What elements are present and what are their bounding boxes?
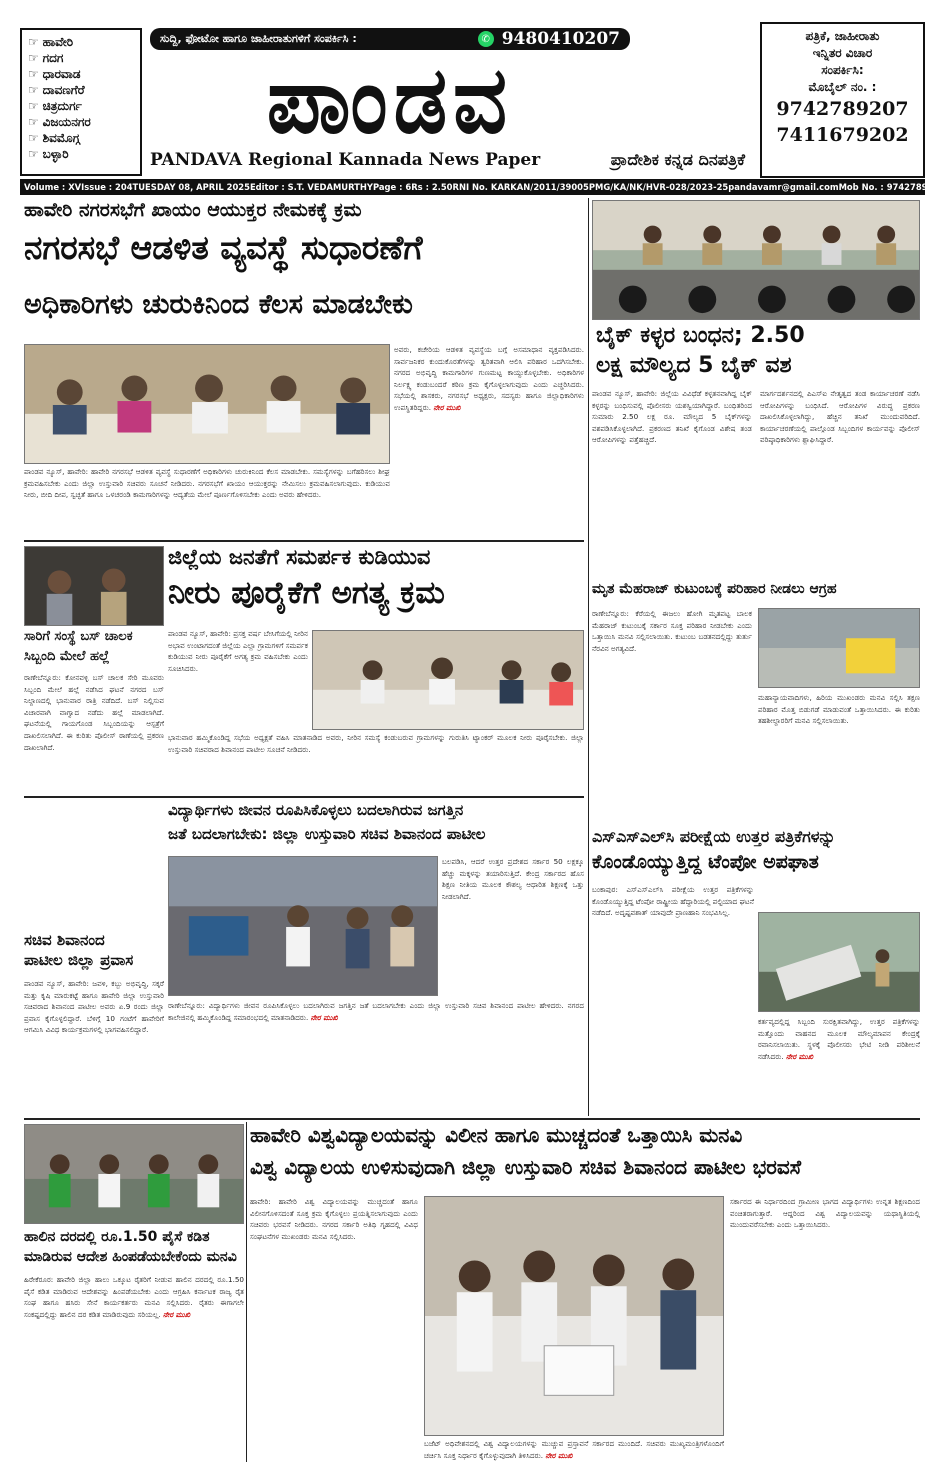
students-signature: ನೇರ ಮುಖಿ <box>310 1012 338 1022</box>
sslc-body-bottom <box>758 1016 920 1116</box>
mehraj-body-right <box>758 692 920 820</box>
ad-line: ಇನ್ನಿತರ ವಿಚಾರ <box>812 46 873 60</box>
bike-body-right-text: ಮಾರ್ಗದರ್ಶನದಲ್ಲಿ ಪಿಎಸ್ಐ ನೇತೃತ್ವದ ತಂಡ ಕಾರ್ಯಾಚರಣೆ ನಡೆಸಿ ಆರೋಪಿಗಳನ್ನು ಬಂಧಿಸಿದೆ. ಆರೋಪಿಗಳ ವಿರುದ್ಧ ಪ್ರಕರಣ ದಾಖಲಿಸಿಕೊಳ್ಳಲಾಗಿದ್ದು, ಹೆಚ್ಚಿನ ತನಿಖೆ ಮುಂದುವರಿದಿದೆ. ಕಾರ್ಯಾಚರಣೆಯಲ್ಲಿ ಪಾಲ್ಗೊಂಡ ಸಿಬ್ಬಂದಿಗಳ ಕಾರ್ಯವನ್ನು ಪೊಲೀಸ್ ವರಿಷ್ಠಾಧಿಕಾರಿಗಳು ಶ್ಲಾಘಿಸಿದ್ದಾರೆ. <box>760 389 920 445</box>
district-item: ☞ ವಿಜಯನಗರ <box>28 114 134 130</box>
mobile-number: Mob No. : 9742789207 <box>838 182 945 192</box>
bus-body-text: ರಾಣೇಬೆನ್ನೂರು: ಕೋನವಳ್ಳಿ ಬಸ್ ಚಾಲಕ ಸೇರಿ ಮೂವರು ಸಿಬ್ಬಂದಿ ಮೇಲೆ ಹಲ್ಲೆ ನಡೆಸಿದ ಘಟನೆ ನಗರದ ಬಸ್ ನಿಲ್ದಾಣದಲ್ಲಿ ಭಾನುವಾರ ರಾತ್ರಿ ನಡೆದಿದೆ. ಬಸ್ ನಿಲ್ಲಿಸುವ ವಿಚಾರವಾಗಿ ವಾಗ್ವಾದ ನಡೆದು ಹಲ್ಲೆ ಮಾಡಲಾಗಿದೆ. ಘಟನೆಯಲ್ಲಿ ಗಾಯಗೊಂಡ ಸಿಬ್ಬಂದಿಯನ್ನು ಆಸ್ಪತ್ರೆಗೆ ದಾಖಲಿಸಲಾಗಿದೆ. ಈ ಕುರಿತು ಪೊಲೀಸ್ ಠಾಣೆಯಲ್ಲಿ ಪ್ರಕರಣ ದಾಖಲಾಗಿದೆ. <box>24 673 164 752</box>
milk-body-text: ಹಿರೇಕೆರೂರ: ಹಾವೇರಿ ಜಿಲ್ಲಾ ಹಾಲು ಒಕ್ಕೂಟ ರೈತರಿಗೆ ನೀಡುವ ಹಾಲಿನ ದರದಲ್ಲಿ ರೂ.1.50 ಪೈಸೆ ಕಡಿತ ಮಾಡಿರುವ ಆದೇಶವನ್ನು ಹಿಂಪಡೆಯಬೇಕು ಎಂದು ಆಗ್ರಹಿಸಿ ಕರ್ನಾಟಕ ರಾಜ್ಯ ರೈತ ಸಂಘ ಹಾಗೂ ಹಸಿರು ಸೇನೆ ಕಾರ್ಯಕರ್ತರು ಮನವಿ ಸಲ್ಲಿಸಿದರು. ರೈತರು ಈಗಾಗಲೇ ಸಂಕಷ್ಟದಲ್ಲಿದ್ದು ಹಾಲಿನ ದರ ಕಡಿತ ಮಾಡಿರುವುದು ಸರಿಯಲ್ಲ. <box>24 1275 244 1319</box>
sslc-body-top-text: ಬಂಕಾಪುರ: ಎಸ್‌ಎಸ್‌ಎಲ್‌ಸಿ ಪರೀಕ್ಷೆಯ ಉತ್ತರ ಪತ್ರಿಕೆಗಳನ್ನು ಕೊಂಡೊಯ್ಯುತ್ತಿದ್ದ ಟೆಂಪೋ ರಾಷ್ಟ್ರೀಯ ಹೆದ್ದಾರಿಯಲ್ಲಿ ಪಲ್ಟಿಯಾದ ಘಟನೆ ನಡೆದಿದೆ. ಅದೃಷ್ಟವಶಾತ್ ಯಾವುದೇ ಪ್ರಾಣಹಾನಿ ಸಂಭವಿಸಿಲ್ಲ. <box>592 885 754 918</box>
mehraj-body-left-text: ರಾಣೇಬೆನ್ನೂರು: ಕೆರೆಯಲ್ಲಿ ಈಜಲು ಹೋಗಿ ಮೃತಪಟ್ಟ ಬಾಲಕ ಮೆಹರಾಜ್ ಕುಟುಂಬಕ್ಕೆ ಸರ್ಕಾರ ಸೂಕ್ತ ಪರಿಹಾರ ನೀಡಬೇಕು ಎಂದು ಒತ್ತಾಯಿಸಿ ಮನವಿ ಸಲ್ಲಿಸಲಾಯಿತು. ಕುಟುಂಬ ಬಡತನದಲ್ಲಿದ್ದು ತುರ್ತು ನೆರವಿನ ಅಗತ್ಯವಿದೆ. <box>592 609 752 653</box>
sslc-signature: ನೇರ ಮುಖಿ <box>786 1051 814 1061</box>
info-bar <box>20 179 945 195</box>
rni-number: RNI No. KARKAN/2011/39005 <box>452 182 589 192</box>
mehraj-body-left <box>592 608 752 820</box>
mehraj-body-right-text: ಮಹಾನ್ಯಾಯವಾದಿಗಳು, ಹಿರಿಯ ಮುಖಂಡರು ಮನವಿ ಸಲ್ಲಿಸಿ ತಕ್ಷಣ ಪರಿಹಾರ ಮೊತ್ತ ಬಿಡುಗಡೆ ಮಾಡುವಂತೆ ಒತ್ತಾಯಿಸಿದರು. ಈ ಕುರಿತು ತಹಶೀಲ್ದಾರರಿಗೆ ಮನವಿ ಸಲ್ಲಿಸಲಾಯಿತು. <box>758 693 920 726</box>
newspaper-logo: ಪಾಂಡವ <box>266 46 514 154</box>
milk-headline-2: ಮಾಡಿರುವ ಆದೇಶ ಹಿಂಪಡೆಯಬೇಕೆಂದು ಮನವಿ <box>24 1249 237 1265</box>
milk-headline-1: ಹಾಲಿನ ದರದಲ್ಲಿ ರೂ.1.50 ಪೈಸೆ ಕಡಿತ <box>24 1229 210 1245</box>
university-body-bottom-text: ಬಜೆಟ್ ಅಧಿವೇಶನದಲ್ಲಿ ವಿಶ್ವ ವಿದ್ಯಾಲಯಗಳನ್ನು ಮುಚ್ಚುವ ಪ್ರಸ್ತಾವನೆ ಸರ್ಕಾರದ ಮುಂದಿದೆ. ಸಚಿವರು ಮುಖ್ಯಮಂತ್ರಿಗಳೊಂದಿಗೆ ಚರ್ಚಿಸಿ ಸೂಕ್ತ ನಿರ್ಧಾರ ಕೈಗೊಳ್ಳುವುದಾಗಿ ತಿಳಿಸಿದರು. <box>424 1439 724 1460</box>
lead-body-right <box>394 344 584 538</box>
bus-photo <box>24 546 164 626</box>
lead-headline-2: ಅಧಿಕಾರಿಗಳು ಚುರುಕಿನಿಂದ ಕೆಲಸ ಮಾಡಬೇಕು <box>24 289 413 320</box>
lead-signature: ನೇರ ಮುಖಿ <box>433 402 461 412</box>
university-signature: ನೇರ ಮುಖಿ <box>545 1450 573 1460</box>
students-body-bottom <box>168 1000 584 1114</box>
students-photo <box>168 856 438 996</box>
contact-label: ಸುದ್ದಿ, ಫೋಟೋ ಹಾಗೂ ಜಾಹೀರಾತುಗಳಿಗೆ ಸಂಪರ್ಕಿಸಿ : <box>160 32 357 45</box>
ad-line: ಸಂಪರ್ಕಿಸಿ: <box>821 63 864 77</box>
sslc-headline-1: ಎಸ್‌ಎಸ್‌ಎಲ್‌ಸಿ ಪರೀಕ್ಷೆಯ ಉತ್ತರ ಪತ್ರಿಕೆಗಳನ್ನು <box>592 827 836 846</box>
lead-headline-1: ನಗರಸಭೆ ಆಡಳಿತ ವ್ಯವಸ್ಥೆ ಸುಧಾರಣೆಗೆ <box>24 228 423 267</box>
lead-body-left <box>24 466 390 538</box>
district-item: ☞ ಶಿವಮೊಗ್ಗ <box>28 130 134 146</box>
lead-body-right-text: ಅವರು, ಕಚೇರಿಯ ಆಡಳಿತ ವ್ಯವಸ್ಥೆಯ ಬಗ್ಗೆ ಅಸಮಾಧಾನ ವ್ಯಕ್ತಪಡಿಸಿದರು. ಸಾರ್ವಜನಿಕರ ಕುಂದುಕೊರತೆಗಳನ್ನು ತ್ವರಿತವಾಗಿ ಆಲಿಸಿ ಪರಿಹಾರ ಒದಗಿಸಬೇಕು. ನಗರದ ಅಭಿವೃದ್ಧಿ ಕಾಮಗಾರಿಗಳ ಗುಣಮಟ್ಟ ಕಾಯ್ದುಕೊಳ್ಳಬೇಕು. ಅಧಿಕಾರಿಗಳ ನಿರ್ಲಕ್ಷ್ಯ ಕಂಡುಬಂದರೆ ಕಠಿಣ ಕ್ರಮ ಕೈಗೊಳ್ಳಲಾಗುವುದು ಎಂದು ಎಚ್ಚರಿಸಿದರು. ಸಭೆಯಲ್ಲಿ ಶಾಸಕರು, ನಗರಸಭೆ ಅಧ್ಯಕ್ಷರು, ಸದಸ್ಯರು ಹಾಗೂ ಜಿಲ್ಲಾಧಿಕಾರಿಗಳು ಉಪಸ್ಥಿತರಿದ್ದರು. <box>394 345 584 412</box>
water-body-bottom-text: ಭಾನುವಾರ ಹಮ್ಮಿಕೊಂಡಿದ್ದ ಸಭೆಯ ಅಧ್ಯಕ್ಷತೆ ವಹಿಸಿ ಮಾತನಾಡಿದ ಅವರು, ನೀರಿನ ಸಮಸ್ಯೆ ಕಂಡುಬರುವ ಗ್ರಾಮಗಳನ್ನು ಗುರುತಿಸಿ ಟ್ಯಾಂಕರ್ ಮೂಲಕ ನೀರು ಪೂರೈಸಬೇಕು. ಜಿಲ್ಲಾ ಉಸ್ತುವಾರಿ ಸಚಿವರಾದ ಶಿವಾನಂದ ಪಾಟೀಲ ಸೂಚನೆ ನೀಡಿದರು. <box>168 733 584 754</box>
water-photo <box>312 630 584 730</box>
bike-headline-2: ಲಕ್ಷ ಮೌಲ್ಯದ 5 ಬೈಕ್ ವಶ <box>596 353 792 378</box>
district-item: ☞ ಚಿತ್ರದುರ್ಗ <box>28 98 134 114</box>
students-body-right-text: ಬಲಪಡಿಸಿ, ಆದರೆ ಉತ್ತರ ಪ್ರದೇಶದ ಸರ್ಕಾರ 50 ಲಕ್ಷಕ್ಕೂ ಹೆಚ್ಚು ಮಕ್ಕಳನ್ನು ತಯಾರಿಸುತ್ತಿದೆ. ಕೇಂದ್ರ ಸರ್ಕಾರದ ಹೊಸ ಶಿಕ್ಷಣ ನೀತಿಯ ಮೂಲಕ ಕೌಶಲ್ಯ ಆಧಾರಿತ ಶಿಕ್ಷಣಕ್ಕೆ ಒತ್ತು ನೀಡಲಾಗಿದೆ. <box>442 857 584 901</box>
bus-headline-2: ಸಿಬ್ಬಂದಿ ಮೇಲೆ ಹಲ್ಲೆ <box>24 649 110 664</box>
district-item: ☞ ದಾವಣಗೆರೆ <box>28 82 134 98</box>
university-body-left-text: ಹಾವೇರಿ: ಹಾವೇರಿ ವಿಶ್ವ ವಿದ್ಯಾಲಯವನ್ನು ಮುಚ್ಚದಂತೆ ಹಾಗೂ ವಿಲೀನಗೊಳಿಸದಂತೆ ಸೂಕ್ತ ಕ್ರಮ ಕೈಗೊಳ್ಳಲು ಪ್ರಯತ್ನಿಸಲಾಗುವುದು ಎಂದು ಸಚಿವರು ಭರವಸೆ ನೀಡಿದರು. ನಗರದ ಸರ್ಕಾರಿ ಅತಿಥಿ ಗೃಹದಲ್ಲಿ ವಿವಿಧ ಸಂಘಟನೆಗಳ ಮುಖಂಡರು ಮನವಿ ಸಲ್ಲಿಸಿದರು. <box>250 1197 418 1241</box>
students-headline-2: ಜತೆ ಬದಲಾಗಬೇಕು: ಜಿಲ್ಲಾ ಉಸ್ತುವಾರಿ ಸಚಿವ ಶಿವಾನಂದ ಪಾಟೀಲ <box>168 825 486 843</box>
bike-body-left <box>592 388 752 576</box>
lead-photo <box>24 344 390 464</box>
district-list <box>20 28 142 176</box>
column-divider <box>588 198 589 1116</box>
students-body-right <box>442 856 584 996</box>
milk-photo <box>24 1124 244 1224</box>
bike-body-left-text: ಪಾಂಡವ ನ್ಯೂಸ್, ಹಾವೇರಿ: ಜಿಲ್ಲೆಯ ವಿವಿಧೆಡೆ ಕಳ್ಳತನವಾಗಿದ್ದ ಬೈಕ್ ಕಳ್ಳರನ್ನು ಬಂಧಿಸುವಲ್ಲಿ ಪೊಲೀಸರು ಯಶಸ್ವಿಯಾಗಿದ್ದಾರೆ. ಬಂಧಿತರಿಂದ ಸುಮಾರು 2.50 ಲಕ್ಷ ರೂ. ಮೌಲ್ಯದ 5 ಬೈಕ್‌ಗಳನ್ನು ವಶಪಡಿಸಿಕೊಳ್ಳಲಾಗಿದೆ. ಪ್ರಕರಣದ ತನಿಖೆ ಕೈಗೊಂಡ ವಿಶೇಷ ತಂಡ ಆರೋಪಿಗಳನ್ನು ಪತ್ತೆಹಚ್ಚಿದೆ. <box>592 389 752 445</box>
students-body-bottom-text: ರಾಣೇಬೆನ್ನೂರು: ವಿದ್ಯಾರ್ಥಿಗಳು ಜೀವನ ರೂಪಿಸಿಕೊಳ್ಳಲು ಬದಲಾಗಿರುವ ಜಗತ್ತಿನ ಜತೆ ಬದಲಾಗಬೇಕು ಎಂದು ಜಿಲ್ಲಾ ಉಸ್ತುವಾರಿ ಸಚಿವ ಶಿವಾನಂದ ಪಾಟೀಲ ಹೇಳಿದರು. ನಗರದ ಕಾಲೇಜಿನಲ್ಲಿ ಹಮ್ಮಿಕೊಂಡಿದ್ದ ಸಮಾರಂಭದಲ್ಲಿ ಮಾತನಾಡಿದರು. <box>168 1001 584 1022</box>
university-body-bottom <box>424 1438 724 1462</box>
kannada-tagline: ಪ್ರಾದೇಶಿಕ ಕನ್ನಡ ದಿನಪತ್ರಿಕೆ <box>610 150 745 169</box>
sslc-headline-2: ಕೊಂಡೊಯ್ಯುತ್ತಿದ್ದ ಟೆಂಪೋ ಅಪಘಾತ <box>592 851 819 873</box>
university-headline-1: ಹಾವೇರಿ ವಿಶ್ವವಿದ್ಯಾಲಯವನ್ನು ವಿಲೀನ ಹಾಗೂ ಮುಚ್ಚದಂತೆ ಒತ್ತಾಯಿಸಿ ಮನವಿ <box>250 1123 743 1147</box>
minister-tour-body <box>24 978 164 1114</box>
whatsapp-icon: ✆ <box>478 31 494 47</box>
editor: Editor : S.T. VEDAMURTHY <box>249 182 373 192</box>
university-body-right <box>730 1196 920 1450</box>
water-body-bottom <box>168 732 584 792</box>
mehraj-headline: ಮೃತ ಮೆಹರಾಜ್ ಕುಟುಂಬಕ್ಕೆ ಪರಿಹಾರ ನೀಡಲು ಆಗ್ರಹ <box>592 581 837 597</box>
bike-body-right <box>760 388 920 576</box>
sslc-body-top <box>592 884 754 1116</box>
ad-line: ಮೊಬೈಲ್ ನಂ. : <box>808 80 877 94</box>
price: Rs : 2.50 <box>411 182 453 192</box>
sslc-body-bottom-text: ಕರ್ತವ್ಯದಲ್ಲಿದ್ದ ಸಿಬ್ಬಂದಿ ಸುರಕ್ಷಿತವಾಗಿದ್ದು, ಉತ್ತರ ಪತ್ರಿಕೆಗಳನ್ನು ಮತ್ತೊಂದು ವಾಹನದ ಮೂಲಕ ಮೌಲ್ಯಮಾಪನ ಕೇಂದ್ರಕ್ಕೆ ರವಾನಿಸಲಾಯಿತು. ಸ್ಥಳಕ್ಕೆ ಪೊಲೀಸರು ಭೇಟಿ ನೀಡಿ ಪರಿಶೀಲನೆ ನಡೆಸಿದರು. <box>758 1017 920 1061</box>
page-number: Page : 6 <box>372 182 412 192</box>
masthead <box>20 22 925 178</box>
column-divider <box>246 1122 247 1462</box>
students-headline-1: ವಿದ್ಯಾರ್ಥಿಗಳು ಜೀವನ ರೂಪಿಸಿಕೊಳ್ಳಲು ಬದಲಾಗಿರುವ ಜಗತ್ತಿನ <box>168 801 464 819</box>
district-item: ☞ ಧಾರವಾಡ <box>28 66 134 82</box>
water-body-top <box>168 628 308 726</box>
water-body-top-text: ಪಾಂಡವ ನ್ಯೂಸ್, ಹಾವೇರಿ: ಪ್ರಸಕ್ತ ವರ್ಷ ಬೇಸಿಗೆಯಲ್ಲಿ ನೀರಿನ ಅಭಾವ ಉಂಟಾಗದಂತೆ ಜಿಲ್ಲೆಯ ಎಲ್ಲಾ ಗ್ರಾಮಗಳಿಗೆ ಸಮರ್ಪಕ ಕುಡಿಯುವ ನೀರು ಪೂರೈಕೆಗೆ ಅಗತ್ಯ ಕ್ರಮ ವಹಿಸಬೇಕು ಎಂದು ಸೂಚಿಸಿದರು. <box>168 629 308 673</box>
district-item: ☞ ಹಾವೇರಿ <box>28 34 134 50</box>
sslc-photo <box>758 912 920 1012</box>
ad-phone-1[interactable]: 9742789207 <box>776 98 909 120</box>
bus-headline-1: ಸಾರಿಗೆ ಸಂಸ್ಥೆ ಬಸ್ ಚಾಲಕ <box>24 629 133 644</box>
district-item: ☞ ಬಳ್ಳಾರಿ <box>28 146 134 162</box>
mehraj-photo <box>758 608 920 688</box>
whatsapp-number[interactable]: 9480410207 <box>501 29 620 49</box>
minister-tour-headline-2: ಪಾಟೀಲ ಜಿಲ್ಲಾ ಪ್ರವಾಸ <box>24 951 134 969</box>
bus-body <box>24 672 164 792</box>
milk-body <box>24 1274 244 1462</box>
divider <box>24 1118 920 1120</box>
lead-kicker: ಹಾವೇರಿ ನಗರಸಭೆಗೆ ಖಾಯಂ ಆಯುಕ್ತರ ನೇಮಕಕ್ಕೆ ಕ್ರಮ <box>24 199 362 221</box>
water-headline: ನೀರು ಪೂರೈಕೆಗೆ ಅಗತ್ಯ ಕ್ರಮ <box>168 575 445 611</box>
university-photo <box>424 1196 724 1436</box>
english-name: PANDAVA Regional Kannada News Paper <box>150 150 541 170</box>
district-item: ☞ ಗದಗ <box>28 50 134 66</box>
minister-tour-headline-1: ಸಚಿವ ಶಿವಾನಂದ <box>24 931 105 949</box>
lead-body-left-text: ಪಾಂಡವ ನ್ಯೂಸ್, ಹಾವೇರಿ: ಹಾವೇರಿ ನಗರಸಭೆ ಆಡಳಿತ ವ್ಯವಸ್ಥೆ ಸುಧಾರಣೆಗೆ ಅಧಿಕಾರಿಗಳು ಚುರುಕಿನಿಂದ ಕೆಲಸ ಮಾಡಬೇಕು. ಸಮಸ್ಯೆಗಳನ್ನು ಬಗೆಹರಿಸಲು ಶೀಘ್ರ ಕ್ರಮವಹಿಸಬೇಕು ಎಂದು ಜಿಲ್ಲಾ ಉಸ್ತುವಾರಿ ಸಚಿವರು ಸೂಚನೆ ನೀಡಿದರು. ನಗರಸಭೆಗೆ ಖಾಯಂ ಆಯುಕ್ತರನ್ನು ನೇಮಿಸಲು ಕ್ರಮವಹಿಸಲಾಗುವುದು. ಕುಡಿಯುವ ನೀರು, ಬೀದಿ ದೀಪ, ಸ್ವಚ್ಛತೆ ಹಾಗೂ ಒಳಚರಂಡಿ ಕಾಮಗಾರಿಗಳನ್ನು ಆದ್ಯತೆಯ ಮೇಲೆ ಪೂರ್ಣಗೊಳಿಸಬೇಕು ಎಂದು ಅವರು ಹೇಳಿದರು. <box>24 467 390 500</box>
university-headline-2: ವಿಶ್ವ ವಿದ್ಯಾಲಯ ಉಳಿಸುವುದಾಗಿ ಜಿಲ್ಲಾ ಉಸ್ತುವಾರಿ ಸಚಿವ ಶಿವಾನಂದ ಪಾಟೀಲ ಭರವಸೆ <box>250 1155 802 1179</box>
university-body-left <box>250 1196 418 1450</box>
divider <box>24 540 584 542</box>
date: TUESDAY 08, APRIL 2025 <box>132 182 250 192</box>
volume: Volume : XV <box>24 182 82 192</box>
ad-phone-2[interactable]: 7411679202 <box>776 124 909 146</box>
divider <box>24 796 584 798</box>
university-body-right-text: ಸರ್ಕಾರದ ಈ ನಿರ್ಧಾರದಿಂದ ಗ್ರಾಮೀಣ ಭಾಗದ ವಿದ್ಯಾರ್ಥಿಗಳು ಉನ್ನತ ಶಿಕ್ಷಣದಿಂದ ವಂಚಿತರಾಗುತ್ತಾರೆ. ಆದ್ದರಿಂದ ವಿಶ್ವ ವಿದ್ಯಾಲಯವನ್ನು ಯಥಾಸ್ಥಿತಿಯಲ್ಲಿ ಮುಂದುವರೆಸಬೇಕು ಎಂದು ಒತ್ತಾಯಿಸಿದರು. <box>730 1197 920 1230</box>
pmg-number: PMG/KA/NK/HVR-028/2023-25 <box>588 182 729 192</box>
advertisement-contact-box <box>760 22 925 178</box>
bike-photo <box>592 200 920 320</box>
issue: Issue : 204 <box>81 182 133 192</box>
ad-line: ಪತ್ರಿಕೆ, ಜಾಹೀರಾತು <box>805 29 880 43</box>
minister-tour-body-text: ಪಾಂಡವ ನ್ಯೂಸ್, ಹಾವೇರಿ: ಜವಳಿ, ಕಬ್ಬು ಅಭಿವೃದ್ಧಿ, ಸಕ್ಕರೆ ಮತ್ತು ಕೃಷಿ ಮಾರುಕಟ್ಟೆ ಹಾಗೂ ಹಾವೇರಿ ಜಿಲ್ಲಾ ಉಸ್ತುವಾರಿ ಸಚಿವರಾದ ಶಿವಾನಂದ ಪಾಟೀಲ ಅವರು ಏ.9 ರಂದು ಜಿಲ್ಲಾ ಪ್ರವಾಸ ಕೈಗೊಳ್ಳಲಿದ್ದಾರೆ. ಬೆಳಿಗ್ಗೆ 10 ಗಂಟೆಗೆ ಹಾವೇರಿಗೆ ಆಗಮಿಸಿ ವಿವಿಧ ಕಾರ್ಯಕ್ರಮಗಳಲ್ಲಿ ಭಾಗವಹಿಸಲಿದ್ದಾರೆ. <box>24 979 164 1035</box>
bike-headline-1: ಬೈಕ್ ಕಳ್ಳರ ಬಂಧನ; 2.50 <box>596 323 805 348</box>
milk-signature: ನೇರ ಮುಖಿ <box>163 1309 191 1319</box>
email[interactable]: pandavamr@gmail.com <box>728 182 839 192</box>
water-kicker: ಜಿಲ್ಲೆಯ ಜನತೆಗೆ ಸಮರ್ಪಕ ಕುಡಿಯುವ <box>168 545 431 569</box>
